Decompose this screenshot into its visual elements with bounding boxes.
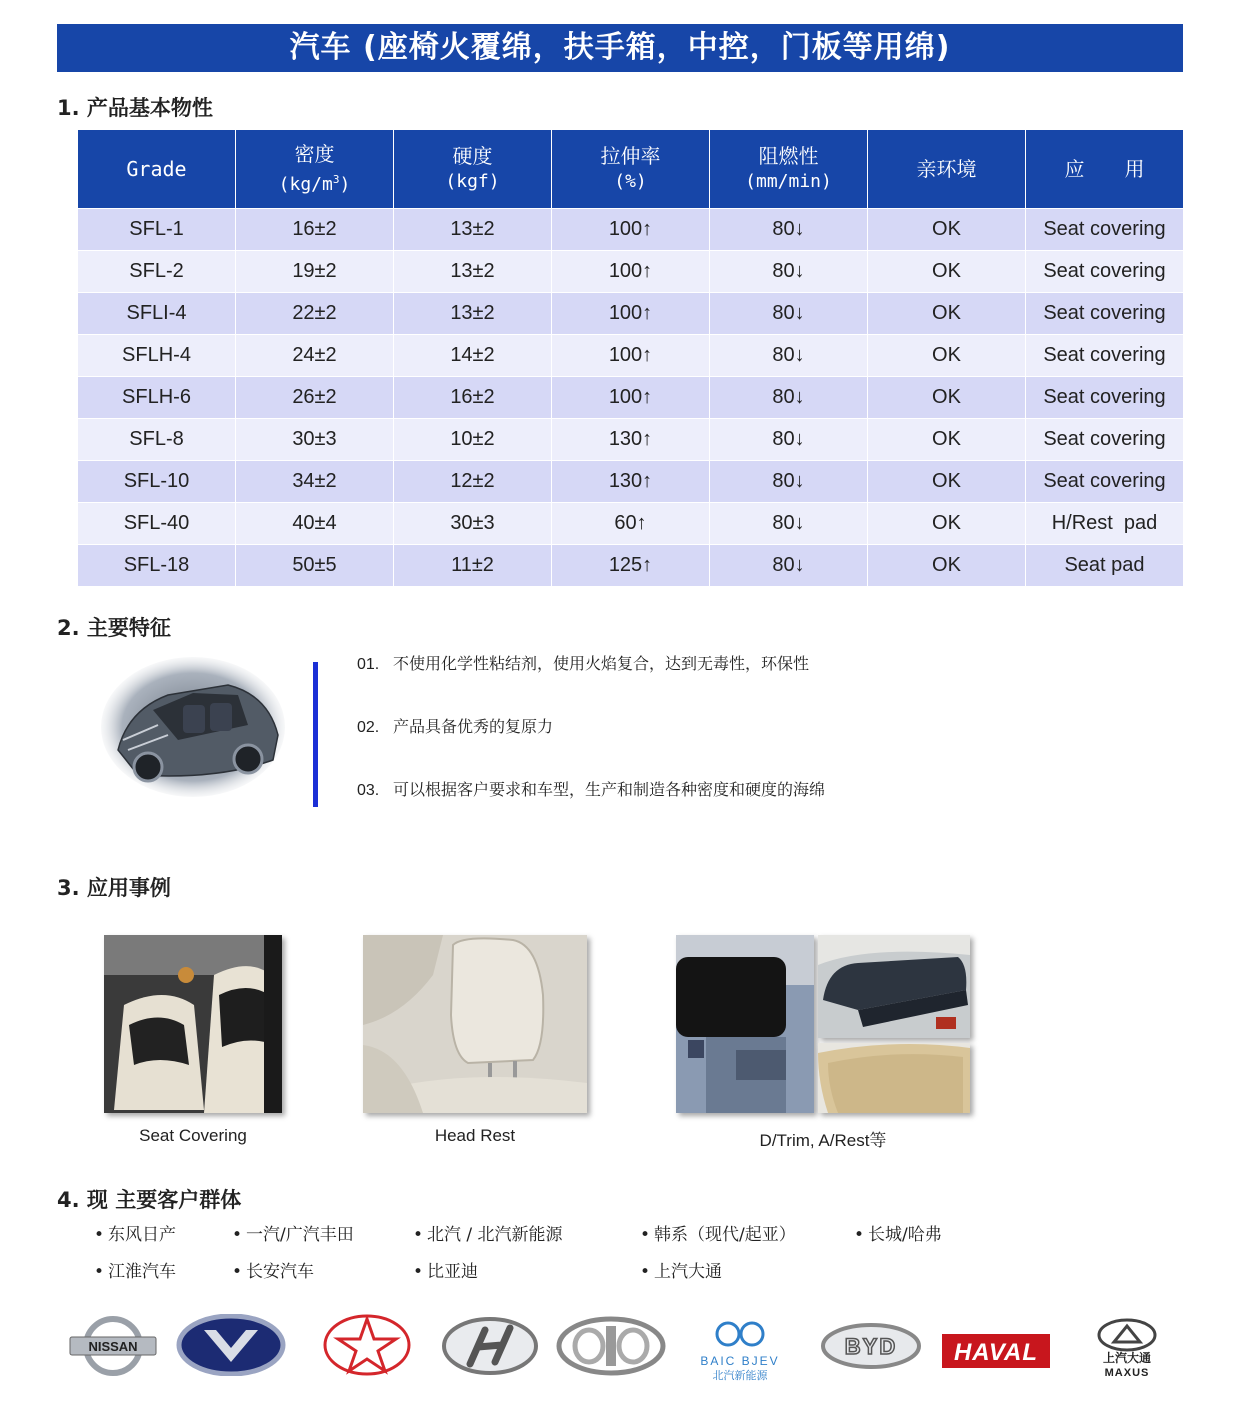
cell-grade: SFL-18 xyxy=(78,545,236,587)
svg-text:HAVAL: HAVAL xyxy=(953,1339,1039,1366)
car-cutaway-image xyxy=(98,655,288,800)
cell-eco-friendly: OK xyxy=(868,293,1026,335)
cell-flame-retardancy: 80↓ xyxy=(710,209,868,251)
hyundai-logo xyxy=(440,1316,540,1376)
customer-name: 比亚迪 xyxy=(427,1262,478,1282)
bullet-icon: • xyxy=(639,1262,651,1282)
cell-hardness: 13±2 xyxy=(394,209,552,251)
cell-application: Seat covering xyxy=(1026,335,1184,377)
table-row xyxy=(78,503,1184,545)
cell-density: 16±2 xyxy=(236,209,394,251)
faw-star-logo xyxy=(322,1313,412,1377)
bullet-icon: • xyxy=(412,1225,424,1245)
baic-bjev-logo xyxy=(688,1318,792,1382)
cell-hardness: 13±2 xyxy=(394,251,552,293)
properties-table xyxy=(77,129,1184,587)
customer-name: 韩系（现代/起亚） xyxy=(654,1225,796,1245)
cell-elongation: 125↑ xyxy=(552,545,710,587)
header-flame-retardancy: 阻燃性 (mm/min) xyxy=(710,130,868,209)
table-row xyxy=(78,419,1184,461)
customer-item xyxy=(90,1257,176,1282)
cell-hardness: 13±2 xyxy=(394,293,552,335)
cell-grade: SFL-10 xyxy=(78,461,236,503)
svg-text:NISSAN: NISSAN xyxy=(88,1339,138,1354)
customer-name: 长安汽车 xyxy=(246,1262,314,1282)
cell-density: 40±4 xyxy=(236,503,394,545)
customer-item xyxy=(90,1220,176,1245)
bullet-icon: • xyxy=(639,1225,651,1245)
cell-flame-retardancy: 80↓ xyxy=(710,419,868,461)
header-elongation: 拉伸率 (%) xyxy=(552,130,710,209)
cell-flame-retardancy: 80↓ xyxy=(710,293,868,335)
header-eco-friendly: 亲环境 xyxy=(868,130,1026,209)
cell-elongation: 60↑ xyxy=(552,503,710,545)
caption-door-trim-armrest: D/Trim, A/Rest等 xyxy=(759,1131,887,1150)
table-row xyxy=(78,293,1184,335)
bullet-icon: • xyxy=(93,1262,105,1282)
feature-item-3: 03. 可以根据客户要求和车型，生产和制造各种密度和硬度的海绵 xyxy=(357,780,826,799)
bullet-icon: • xyxy=(231,1225,243,1245)
cell-application: Seat covering xyxy=(1026,293,1184,335)
table-header-row xyxy=(78,130,1184,209)
cell-hardness: 11±2 xyxy=(394,545,552,587)
header-application: 应 用 xyxy=(1026,130,1184,209)
cell-elongation: 100↑ xyxy=(552,377,710,419)
customer-name: 上汽大通 xyxy=(654,1262,722,1282)
cell-density: 24±2 xyxy=(236,335,394,377)
table-row xyxy=(78,335,1184,377)
customer-item xyxy=(850,1220,942,1245)
section-title-applications: 3. 应用事例 xyxy=(57,876,171,900)
cell-eco-friendly: OK xyxy=(868,209,1026,251)
cell-application: Seat covering xyxy=(1026,419,1184,461)
bullet-icon: • xyxy=(93,1225,105,1245)
maxus-logo xyxy=(1084,1316,1170,1380)
cell-eco-friendly: OK xyxy=(868,503,1026,545)
bullet-icon: • xyxy=(231,1262,243,1282)
cell-hardness: 14±2 xyxy=(394,335,552,377)
cell-flame-retardancy: 80↓ xyxy=(710,335,868,377)
cell-grade: SFLI-4 xyxy=(78,293,236,335)
cell-eco-friendly: OK xyxy=(868,377,1026,419)
svg-text:上汽大通: 上汽大通 xyxy=(1102,1351,1152,1365)
cell-application: Seat covering xyxy=(1026,209,1184,251)
cell-eco-friendly: OK xyxy=(868,461,1026,503)
seat-covering-photo xyxy=(104,935,282,1113)
cell-flame-retardancy: 80↓ xyxy=(710,545,868,587)
cell-application: H/Rest pad xyxy=(1026,503,1184,545)
cell-application: Seat covering xyxy=(1026,251,1184,293)
cell-eco-friendly: OK xyxy=(868,251,1026,293)
cell-elongation: 100↑ xyxy=(552,293,710,335)
features-accent-bar xyxy=(313,662,318,807)
header-grade: Grade xyxy=(78,130,236,209)
cell-elongation: 100↑ xyxy=(552,251,710,293)
customer-name: 长城/哈弗 xyxy=(868,1225,942,1245)
cell-flame-retardancy: 80↓ xyxy=(710,461,868,503)
cell-hardness: 16±2 xyxy=(394,377,552,419)
cell-density: 22±2 xyxy=(236,293,394,335)
section-title-customers: 4. 现 主要客户群体 xyxy=(57,1188,242,1212)
table-row xyxy=(78,461,1184,503)
svg-text:北汽新能源: 北汽新能源 xyxy=(712,1369,768,1382)
cell-grade: SFLH-6 xyxy=(78,377,236,419)
cell-eco-friendly: OK xyxy=(868,419,1026,461)
customer-name: 一汽/广汽丰田 xyxy=(246,1225,354,1245)
table-row xyxy=(78,251,1184,293)
byd-logo xyxy=(820,1322,922,1370)
header-hardness: 硬度 (kgf) xyxy=(394,130,552,209)
customer-name: 北汽 / 北汽新能源 xyxy=(427,1225,563,1245)
cell-eco-friendly: OK xyxy=(868,335,1026,377)
cell-density: 50±5 xyxy=(236,545,394,587)
head-rest-photo xyxy=(363,935,587,1113)
table-row xyxy=(78,377,1184,419)
cell-hardness: 12±2 xyxy=(394,461,552,503)
cell-hardness: 30±3 xyxy=(394,503,552,545)
feature-item-1: 01. 不使用化学性粘结剂，使用火焰复合，达到无毒性，环保性 xyxy=(357,654,810,673)
console-lid-photo xyxy=(818,935,970,1038)
customer-item xyxy=(636,1257,722,1282)
cell-grade: SFL-40 xyxy=(78,503,236,545)
section-title-properties: 1. 产品基本物性 xyxy=(57,96,213,120)
customer-name: 东风日产 xyxy=(108,1225,176,1245)
page-banner-title: 汽车 (座椅火覆绵，扶手箱，中控，门板等用绵) xyxy=(57,24,1183,72)
cell-hardness: 10±2 xyxy=(394,419,552,461)
table-row xyxy=(78,209,1184,251)
seat-pad-photo xyxy=(818,1043,970,1113)
svg-text:BYD: BYD xyxy=(844,1334,898,1359)
bullet-icon: • xyxy=(853,1225,865,1245)
nissan-logo xyxy=(68,1316,158,1376)
cell-application: Seat covering xyxy=(1026,377,1184,419)
cell-elongation: 130↑ xyxy=(552,419,710,461)
section-title-features: 2. 主要特征 xyxy=(57,616,171,640)
cell-density: 26±2 xyxy=(236,377,394,419)
cell-elongation: 100↑ xyxy=(552,335,710,377)
header-density: 密度 $(kg/m^3)$ xyxy=(236,130,394,209)
cell-flame-retardancy: 80↓ xyxy=(710,377,868,419)
jac-logo xyxy=(555,1316,667,1376)
armrest-box-photo xyxy=(676,935,814,1113)
cell-elongation: 100↑ xyxy=(552,209,710,251)
customer-item xyxy=(228,1257,314,1282)
cell-grade: SFL-1 xyxy=(78,209,236,251)
cell-density: 19±2 xyxy=(236,251,394,293)
cell-grade: SFL-8 xyxy=(78,419,236,461)
svg-text:MAXUS: MAXUS xyxy=(1104,1367,1150,1379)
cell-application: Seat covering xyxy=(1026,461,1184,503)
cell-grade: SFL-2 xyxy=(78,251,236,293)
bullet-icon: • xyxy=(412,1262,424,1282)
svg-text:BAIC BJEV: BAIC BJEV xyxy=(700,1354,780,1368)
changan-logo xyxy=(176,1314,286,1376)
cell-application: Seat pad xyxy=(1026,545,1184,587)
cell-density: 30±3 xyxy=(236,419,394,461)
cell-grade: SFLH-4 xyxy=(78,335,236,377)
haval-logo xyxy=(942,1334,1050,1368)
customer-name: 江淮汽车 xyxy=(108,1262,176,1282)
cell-density: 34±2 xyxy=(236,461,394,503)
feature-item-2: 02. 产品具备优秀的复原力 xyxy=(357,717,554,736)
customer-item xyxy=(228,1220,354,1245)
customer-item xyxy=(636,1220,796,1245)
caption-seat-covering: Seat Covering xyxy=(139,1126,247,1145)
cell-flame-retardancy: 80↓ xyxy=(710,251,868,293)
cell-elongation: 130↑ xyxy=(552,461,710,503)
cell-flame-retardancy: 80↓ xyxy=(710,503,868,545)
cell-eco-friendly: OK xyxy=(868,545,1026,587)
caption-head-rest: Head Rest xyxy=(434,1126,516,1145)
customer-item xyxy=(409,1257,478,1282)
customer-item xyxy=(409,1220,563,1245)
table-row xyxy=(78,545,1184,587)
